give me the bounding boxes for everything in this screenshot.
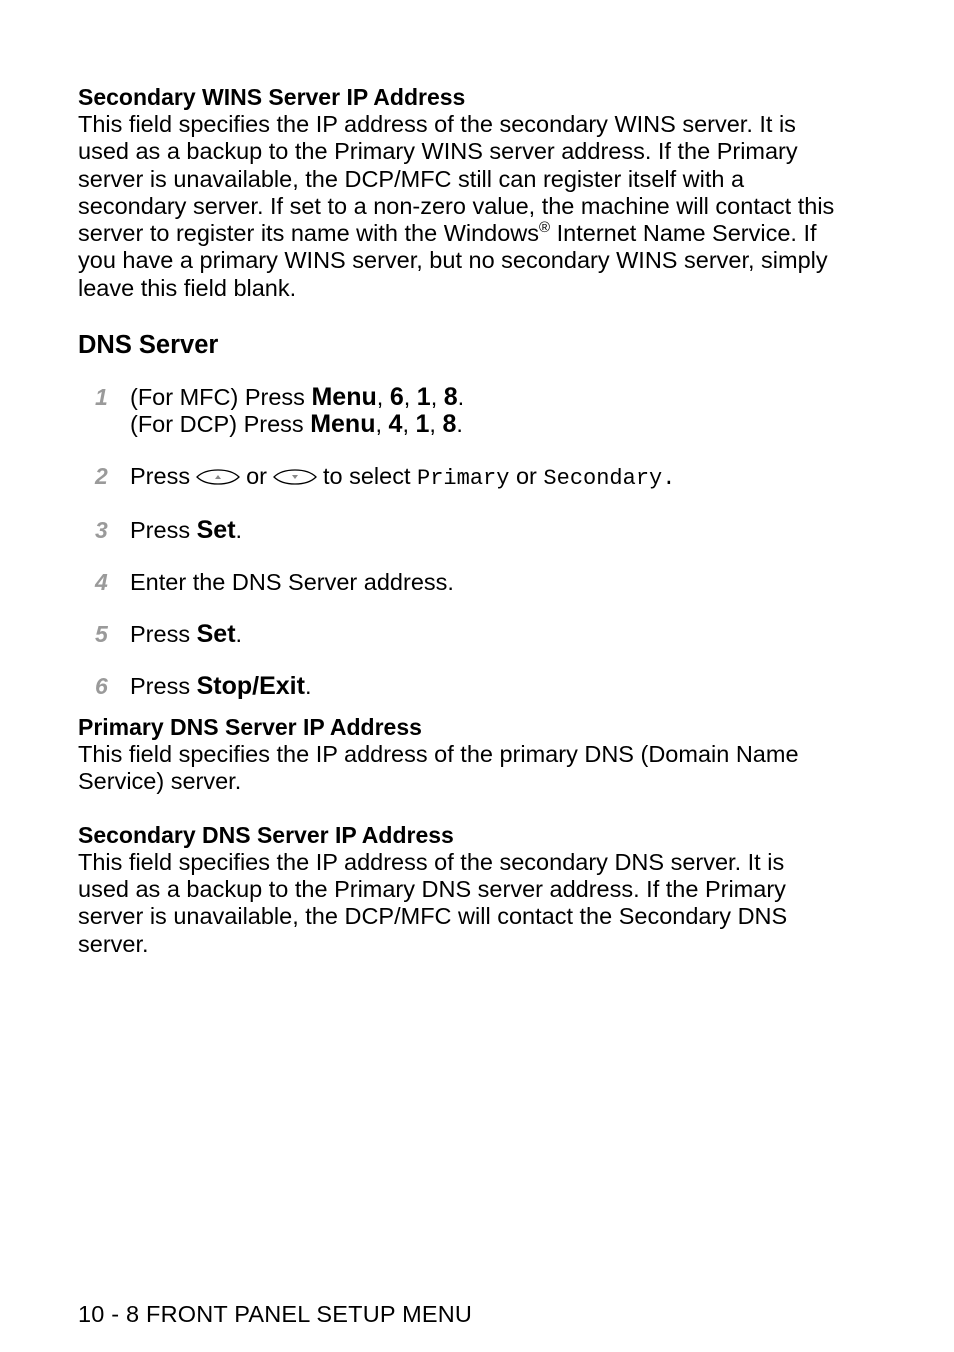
page-content bbox=[78, 84, 838, 958]
key-1: 1 bbox=[416, 383, 431, 412]
step-number: 4 bbox=[95, 569, 108, 596]
key-1: 1 bbox=[415, 410, 430, 439]
step-1-dcp-line: (For DCP) Press Menu, 4, 1, 8. bbox=[130, 410, 463, 439]
step-6: 6 Press Stop/Exit. bbox=[95, 672, 312, 701]
step-4: 4 Enter the DNS Server address. bbox=[95, 569, 454, 596]
up-arrow-button-icon bbox=[194, 464, 242, 491]
page-footer: 10 - 8 FRONT PANEL SETUP MENU bbox=[78, 1301, 473, 1327]
primary-dns-heading: Primary DNS Server IP Address bbox=[78, 714, 422, 741]
step-number: 3 bbox=[95, 517, 108, 544]
dns-steps-list bbox=[78, 384, 838, 700]
key-4: 4 bbox=[388, 410, 403, 439]
menu-key: Menu bbox=[310, 410, 376, 439]
step-1-mfc-line: (For MFC) Press Menu, 6, 1, 8. bbox=[130, 383, 465, 412]
down-arrow-button-icon bbox=[271, 464, 319, 491]
step-number: 6 bbox=[95, 673, 108, 700]
key-8: 8 bbox=[442, 410, 457, 439]
key-8: 8 bbox=[443, 383, 458, 412]
registered-mark: ® bbox=[539, 219, 551, 237]
secondary-option: Secondary bbox=[543, 466, 663, 492]
step-number: 5 bbox=[95, 621, 108, 648]
secondary-wins-body: This field specifies the IP address of the secondary WINS server. It is used as a backup to the Primary WINS server address. If the Primary server is unavailable, the DCP/MFC still can register itself with a secondary server. If set to a non-zero value, the machine will contact this server to register its name with the Windows® Internet Name Service. If you have a primary WINS server, but no secondary WINS server, simply leave this field blank. bbox=[78, 111, 835, 301]
primary-option: Primary bbox=[417, 466, 510, 492]
set-key: Set bbox=[196, 516, 236, 545]
stop-exit-key: Stop/Exit bbox=[196, 672, 305, 701]
step-number: 1 bbox=[95, 384, 108, 411]
step-1 bbox=[78, 384, 838, 438]
step-2: 2 Press or to select Primary or Secondary. bbox=[95, 463, 676, 492]
secondary-dns-heading: Secondary DNS Server IP Address bbox=[78, 821, 454, 848]
set-key: Set bbox=[196, 620, 236, 649]
step-number: 2 bbox=[95, 463, 108, 490]
secondary-wins-heading: Secondary WINS Server IP Address bbox=[78, 84, 466, 110]
key-6: 6 bbox=[389, 383, 404, 412]
secondary-dns-body: This field specifies the IP address of the secondary DNS server. It is used as a backup to the Primary DNS server address. If the Primary server is unavailable, the DCP/MFC will contact the Secondary DNS server. bbox=[78, 848, 788, 957]
step-5: 5 Press Set. bbox=[95, 620, 243, 649]
step-3: 3 Press Set. bbox=[95, 516, 243, 545]
dns-server-heading: DNS Server bbox=[78, 331, 219, 360]
primary-dns-body: This field specifies the IP address of the primary DNS (Domain Name Service) server. bbox=[78, 741, 799, 795]
menu-key: Menu bbox=[311, 383, 377, 412]
